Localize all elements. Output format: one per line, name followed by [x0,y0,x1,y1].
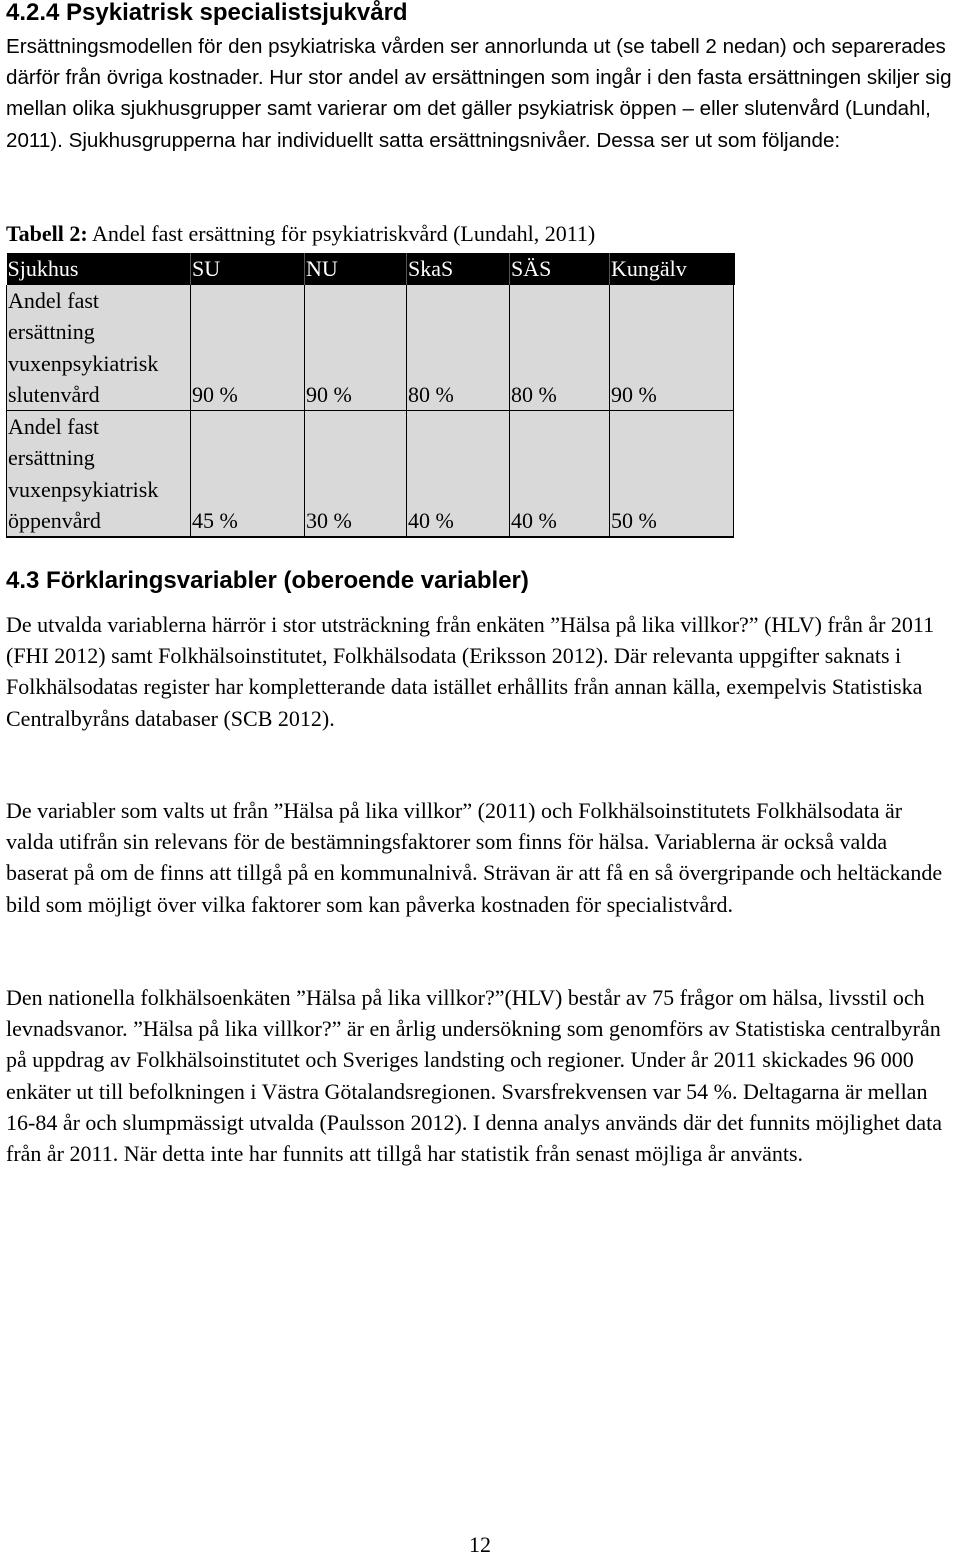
reimbursement-table [6,253,735,538]
row-label-line: vuxenpsykiatrisk [8,350,159,376]
row-label-line: ersättning [8,445,95,471]
table-cell: 90 % [610,285,734,411]
table-cell: 90 % [191,285,305,411]
row-label-line: öppenvård [8,508,101,534]
table-cell: 40 % [407,411,510,538]
table-header-cell: SU [191,253,305,285]
section-heading: 4.2.4 Psykiatrisk specialistsjukvård [6,0,408,26]
table-row [7,411,734,538]
paragraph-variables: De utvalda variablerna härrör i stor utsträckning från enkäten ”Hälsa på lika villkor?” (HLV) från år 2011 (FHI 2012) samt Folkhälsoinstitutet, Folkhälsodata (Eriksson 2012). Där relevanta uppgifter saknats i Folkhälsodatas register har kompletterande data istället erhållits från annan källa, exempelvis Statistiska Centralbyråns databaser (SCB 2012). [6,612,935,731]
row-label-line: slutenvård [8,381,100,407]
paragraph-intro: Ersättningsmodellen för den psykiatriska vården ser annorlunda ut (se tabell 2 nedan) och separerades därför från övriga kostnader. Hur stor andel av ersättningen som ingår i den fasta ersättningen skiljer sig mellan olika sjukhusgrupper samt varierar om det gäller psykiatrisk öppen – eller slutenvård (Lundahl, 2011). Sjukhusgrupperna har individuellt satta ersättningsnivåer. Dessa ser ut som följande: [6,35,952,152]
row-label [7,411,191,538]
table-cell: 40 % [510,411,610,538]
table-header-cell: SkaS [407,253,510,285]
table-caption-text: Andel fast ersättning för psykiatriskvård (Lundahl, 2011) [87,221,596,246]
table-row [7,285,734,411]
table-cell: 80 % [407,285,510,411]
table-cell: 30 % [305,411,407,538]
table-cell: 90 % [305,285,407,411]
table-header-cell: Sjukhus [7,253,191,285]
table-caption-label: Tabell 2: [6,221,88,246]
table-header-cell: NU [305,253,407,285]
table-cell: 80 % [510,285,610,411]
table-header-cell: Kungälv [610,253,734,285]
paragraph-survey: Den nationella folkhälsoenkäten ”Hälsa på lika villkor?”(HLV) består av 75 frågor om hälsa, livsstil och levnadsvanor. ”Hälsa på lika villkor?” är en årlig undersökning som genomförs av Statistiska centralbyrån på uppdrag av Folkhälsoinstitutet och Sveriges landsting och regioner. Under år 2011 skickades 96 000 enkäter ut till befolkningen i Västra Götalandsregionen. Svarsfrekvensen var 54 %. Deltagarna är mellan 16-84 år och slumpmässigt utvalda (Paulsson 2012). I denna analys används där det funnits möjlighet data från år 2011. När detta inte har funnits att tillgå har statistik från senast möjliga år använts. [6,985,943,1167]
row-label-line: ersättning [8,319,95,345]
page-number: 12 [469,1532,491,1557]
section-heading-2: 4.3 Förklaringsvariabler (oberoende variabler) [6,567,529,594]
table-cell: 50 % [610,411,734,538]
table-header-row [7,253,734,285]
table-caption [6,219,595,249]
row-label-line: Andel fast [8,288,100,313]
table-cell: 45 % [191,411,305,538]
row-label-line: vuxenpsykiatrisk [8,476,159,502]
row-label-line: Andel fast [8,414,100,440]
table-header-cell: SÄS [510,253,610,285]
paragraph-selection: De variabler som valts ut från ”Hälsa på lika villkor” (2011) och Folkhälsoinstitutets Folkhälsodata är valda utifrån sin relevans för de bestämningsfaktorer som finns för hälsa. Variablerna är också valda baserat på om de finns att tillgå på en kommunalnivå. Strävan är att få en så övergripande och heltäckande bild som möjligt över vilka faktorer som kan påverka kostnaden för specialistvård. [6,798,943,917]
row-label [7,285,191,411]
